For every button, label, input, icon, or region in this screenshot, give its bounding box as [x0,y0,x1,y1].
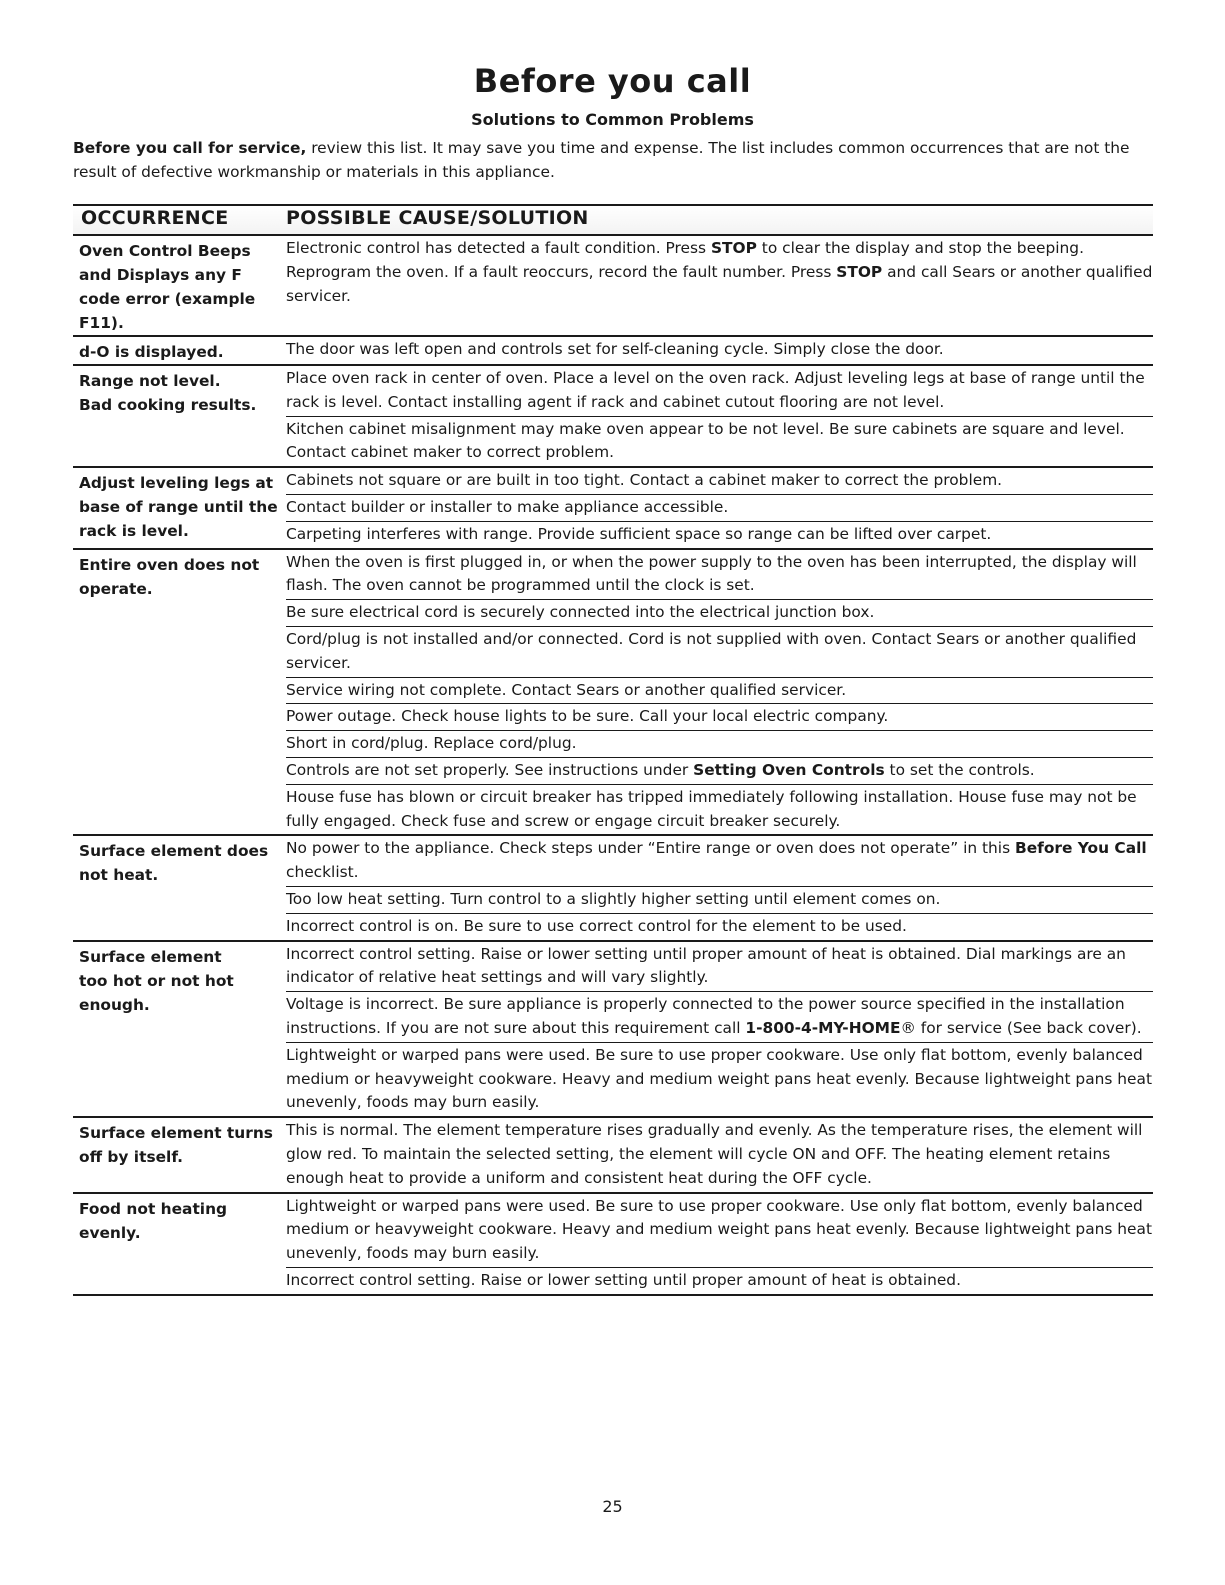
intro-text: review this list. It may save you time and expense. The list includes common occurrences that are not the result of defective workmanship or materials in this appliance. [73,139,1130,181]
occurrence-cell: Food not heating evenly. [79,1199,228,1242]
header-solution: POSSIBLE CAUSE/SOLUTION [286,207,589,229]
table-row [73,366,1153,468]
solution-text: Incorrect control setting. Raise or lower setting until proper amount of heat is obtained. [286,1270,961,1289]
table-row [73,337,1153,366]
occurrence-cell: Range not level. Bad cooking results. [79,372,257,414]
solution-text: to clear the display and stop the beeping. Reprogram the oven. If a fault reoccurs, record the fault number. Press [286,239,1084,281]
solutions-cell [286,836,1153,939]
solution-item [286,992,1153,1043]
solution-text: Incorrect control setting. Raise or lower setting until proper amount of heat is obtained. Dial markings are an indicator of relative heat settings and will vary slightly. [286,944,1126,987]
solution-item [286,366,1153,417]
solution-item [286,758,1153,785]
table-row [73,1194,1153,1296]
header-occurrence: OCCURRENCE [81,207,229,229]
solution-item [286,417,1153,467]
solution-item [286,942,1153,993]
solutions-cell [286,942,1153,1117]
solution-text: and call Sears or another qualified servicer. [286,262,1153,305]
solution-text: Be sure electrical cord is securely connected into the electrical junction box. [286,603,875,622]
solution-item [286,236,1153,309]
solution-item [286,1194,1153,1268]
solution-item [286,550,1153,601]
solution-emphasis: STOP [836,262,883,281]
solution-item [286,887,1153,914]
occurrence-cell: Surface element does not heat. [79,842,269,885]
solution-text: Lightweight or warped pans were used. Be sure to use proper cookware. Use only flat bottom, evenly balanced medium or heavyweight cookware. Heavy and medium weight pans heat evenly. Because lightweight pans heat unevenly, foods may burn easily. [286,1045,1152,1112]
solution-text: to set the controls. [884,760,1035,779]
solution-text: checklist. [286,863,359,882]
solutions-cell [286,550,1153,835]
solution-item [286,731,1153,758]
intro-paragraph [73,136,1153,184]
solutions-cell [286,1194,1153,1294]
solution-text: Lightweight or warped pans were used. Be sure to use proper cookware. Use only flat bottom, evenly balanced medium or heavyweight cookware. Heavy and medium weight pans heat evenly. Because lightweight pans heat unevenly, foods may burn easily. [286,1196,1152,1263]
solution-emphasis: STOP [710,239,757,257]
table-row [73,836,1153,941]
solution-text: Contact builder or installer to make appliance accessible. [286,497,729,516]
table-row [73,468,1153,549]
solution-text: Carpeting interferes with range. Provide sufficient space so range can be lifted over carpet. [286,524,992,543]
solution-text: When the oven is first plugged in, or when the power supply to the oven has been interrupted, the display will flash. The oven cannot be programmed until the clock is set. [286,552,1137,595]
solution-item [286,337,1153,363]
solution-text: House fuse has blown or circuit breaker has tripped immediately following installation. House fuse may not be fully engaged. Check fuse and screw or engage circuit breaker securely. [286,787,1137,830]
solution-item [286,1043,1153,1116]
occurrence-cell: Surface element too hot or not hot enough. [79,947,234,1014]
solution-item [286,1118,1153,1191]
solutions-cell [286,236,1153,335]
solution-item [286,836,1153,887]
solution-text: Power outage. Check house lights to be sure. Call your local electric company. [286,707,889,726]
solution-item [286,785,1153,835]
solution-emphasis: Before You Call [1014,839,1147,858]
solution-text: Incorrect control is on. Be sure to use correct control for the element to be used. [286,916,907,935]
solutions-cell [286,468,1153,547]
solution-item [286,468,1153,495]
table-row [73,236,1153,337]
solution-text: Cabinets not square or are built in too tight. Contact a cabinet maker to correct the problem. [286,471,1003,490]
solution-text: Kitchen cabinet misalignment may make oven appear to be not level. Be sure cabinets are square and level. Contact cabinet maker to correct problem. [286,419,1125,462]
page-number: 25 [602,1497,623,1516]
occurrence-cell: Entire oven does not operate. [79,555,260,598]
intro-bold-lead: Before you call for service, [73,139,307,157]
solution-item [286,704,1153,731]
occurrence-cell: Surface element turns off by itself. [79,1124,273,1167]
solution-text: Place oven rack in center of oven. Place a level on the oven rack. Adjust leveling legs at base of range until the rack is level. Contact installing agent if rack and cabinet cutout flooring are not level. [286,369,1145,411]
solution-text: ® for service (See back cover). [900,1018,1142,1037]
table-header [73,204,1153,236]
occurrence-cell: Adjust leveling legs at base of range until the rack is level. [79,474,278,541]
solution-item [286,600,1153,627]
solution-item [286,495,1153,522]
solutions-cell [286,366,1153,466]
solution-text: Voltage is incorrect. Be sure appliance is properly connected to the power source specified in the installation instructions. If you are not sure about this requirement call [286,995,1125,1037]
troubleshooting-table [73,204,1153,1296]
solution-item [286,678,1153,705]
page-title: Before you call [473,62,752,100]
solution-text: Short in cord/plug. Replace cord/plug. [286,734,577,753]
solution-item [286,522,1153,548]
solution-item [286,1268,1153,1294]
occurrence-cell: d-O is displayed. [79,343,224,361]
solution-item [286,627,1153,678]
solution-item [286,914,1153,940]
solution-text: The door was left open and controls set for self-cleaning cycle. Simply close the door. [286,340,944,358]
table-row [73,550,1153,837]
solution-text: No power to the appliance. Check steps under “Entire range or oven does not operate” in this [286,839,1015,858]
solutions-cell [286,1118,1153,1191]
solution-emphasis: 1-800-4-MY-HOME [745,1018,901,1037]
occurrence-cell: Oven Control Beeps and Displays any F code error (example F11). [79,242,256,332]
solution-text: Cord/plug is not installed and/or connected. Cord is not supplied with oven. Contact Sears or another qualified servicer. [286,629,1137,672]
table-row [73,942,1153,1119]
solution-text: Controls are not set properly. See instructions under [286,760,694,779]
solution-text: This is normal. The element temperature rises gradually and evenly. As the temperature rises, the element will glow red. To maintain the selected setting, the element will cycle ON and OFF. The heating element retains enough heat to provide a uniform and consistent heat during the OFF cycle. [286,1121,1143,1187]
solution-emphasis: Setting Oven Controls [693,760,885,779]
page-subtitle: Solutions to Common Problems [471,110,754,129]
solutions-cell [286,337,1153,364]
table-body [73,236,1153,1296]
solution-text: Too low heat setting. Turn control to a slightly higher setting until element comes on. [286,889,941,908]
solution-text: Electronic control has detected a fault condition. Press [286,239,711,257]
solution-text: Service wiring not complete. Contact Sears or another qualified servicer. [286,680,847,699]
table-row [73,1118,1153,1193]
